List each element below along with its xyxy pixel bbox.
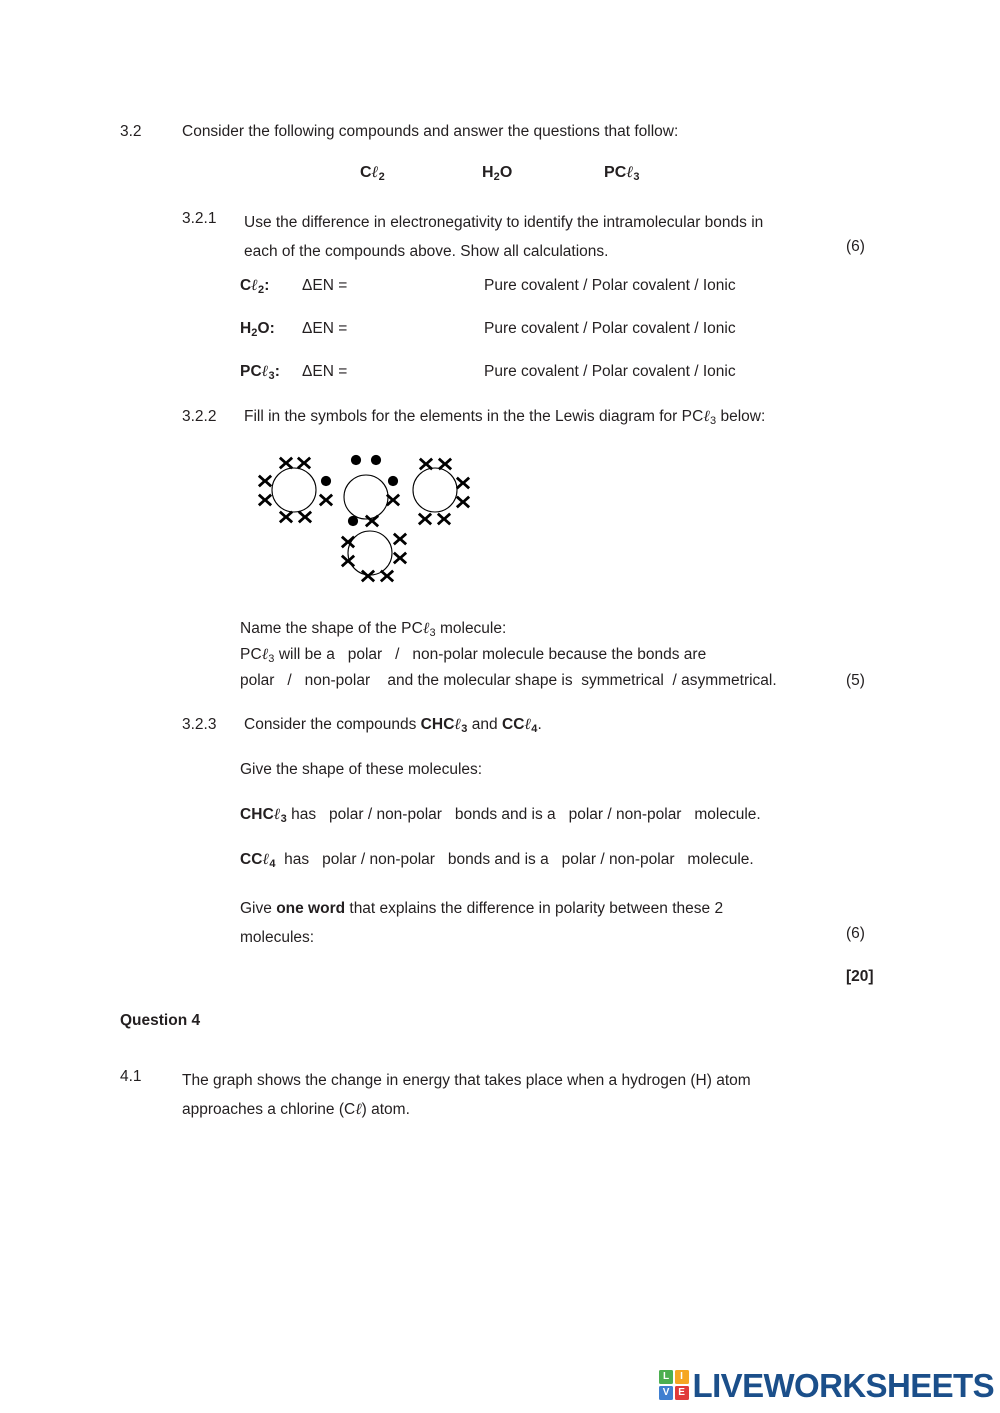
question-3-2-2-prompt: Fill in the symbols for the elements in the the Lewis diagram for PCℓ$_3$ below: — [244, 408, 766, 427]
question-3-2-1 — [182, 208, 882, 266]
question-3-2-3-prompt: Consider the compounds CHCℓ$_3$ and CCℓ$_4$. — [244, 716, 542, 735]
marks-3-2-3: (6) — [846, 925, 865, 942]
compound-pcl3: PCℓ$_3$ — [604, 164, 640, 183]
marks-3-2-2: (5) — [846, 672, 865, 689]
question-number-4-1: 4.1 — [120, 1068, 142, 1085]
badge-tile-l: L — [659, 1370, 673, 1384]
question-4-1-line2: approaches a chlorine (Cℓ) atom. — [182, 1101, 410, 1118]
badge-tile-e: E — [675, 1386, 689, 1400]
en-row-pcl3 — [240, 363, 880, 385]
question-3-2-prompt: Consider the following compounds and answer the questions that follow: — [182, 123, 679, 140]
en-options-h2o[interactable]: Pure covalent / Polar covalent / Ionic — [484, 320, 736, 337]
shape-question-pcl3: Name the shape of the PCℓ$_3$ molecule: — [240, 620, 507, 639]
question-3-2-1-line2: each of the compounds above. Show all calculations. — [244, 243, 609, 260]
question-number-3-2-1: 3.2.1 — [182, 210, 217, 227]
question-3-2-2 — [182, 406, 882, 429]
liveworksheets-wordmark: LIVEWORKSHEETS — [692, 1366, 994, 1404]
question-4-1 — [120, 1066, 880, 1124]
polarity-statement-line2[interactable]: polar / non-polar and the molecular shape is symmetrical / asymmetrical. — [240, 672, 777, 689]
en-label-h2o: $H_2O$: — [240, 320, 275, 339]
compound-cl2: Cℓ$_2$ — [360, 164, 385, 183]
question-4-heading: Question 4 — [120, 1012, 201, 1029]
en-label-pcl3: PCℓ$_3$: — [240, 363, 280, 382]
en-options-cl2[interactable]: Pure covalent / Polar covalent / Ionic — [484, 277, 736, 294]
question-number-3-2-3: 3.2.3 — [182, 716, 217, 733]
lewis-dot-cross-diagram-pcl3 — [252, 445, 484, 595]
badge-tile-v: V — [659, 1386, 673, 1400]
question-3-2-3 — [182, 714, 882, 737]
en-options-pcl3[interactable]: Pure covalent / Polar covalent / Ionic — [484, 363, 736, 380]
polarity-statement-line1[interactable]: PCℓ$_3$ will be a polar / non-polar molecule because the bonds are — [240, 646, 707, 665]
liveworksheets-badge-icon — [659, 1370, 689, 1400]
compound-list — [360, 164, 820, 182]
en-delta-pcl3: ΔEN = — [302, 363, 348, 380]
liveworksheets-logo — [659, 1365, 994, 1405]
section-total-marks: [20] — [846, 968, 874, 985]
chcl3-statement[interactable]: CHCℓ$_3$ has polar / non-polar bonds and is a polar / non-polar molecule. — [240, 806, 761, 825]
shape-prompt-3-2-3: Give the shape of these molecules: — [240, 761, 483, 778]
en-row-cl2 — [240, 277, 880, 299]
question-4-1-line1: The graph shows the change in energy that takes place when a hydrogen (H) atom — [182, 1072, 751, 1089]
en-delta-cl2: ΔEN = — [302, 277, 348, 294]
question-number-3-2: 3.2 — [120, 123, 142, 140]
en-label-cl2: Cℓ$_2$: — [240, 277, 270, 296]
question-number-3-2-2: 3.2.2 — [182, 408, 217, 425]
ccl4-statement[interactable]: CCℓ$_4$ has polar / non-polar bonds and is a polar / non-polar molecule. — [240, 851, 754, 870]
marks-3-2-1: (6) — [846, 238, 865, 255]
one-word-question: Give one word that explains the difference in polarity between these 2 molecules: — [240, 900, 724, 946]
en-delta-h2o: ΔEN = — [302, 320, 348, 337]
question-3-2 — [120, 121, 678, 142]
question-3-2-1-line1: Use the difference in electronegativity to identify the intramolecular bonds in — [244, 214, 764, 231]
en-row-h2o — [240, 320, 880, 342]
compound-h2o: $H_2O$ — [482, 164, 513, 183]
badge-tile-i: I — [675, 1370, 689, 1384]
